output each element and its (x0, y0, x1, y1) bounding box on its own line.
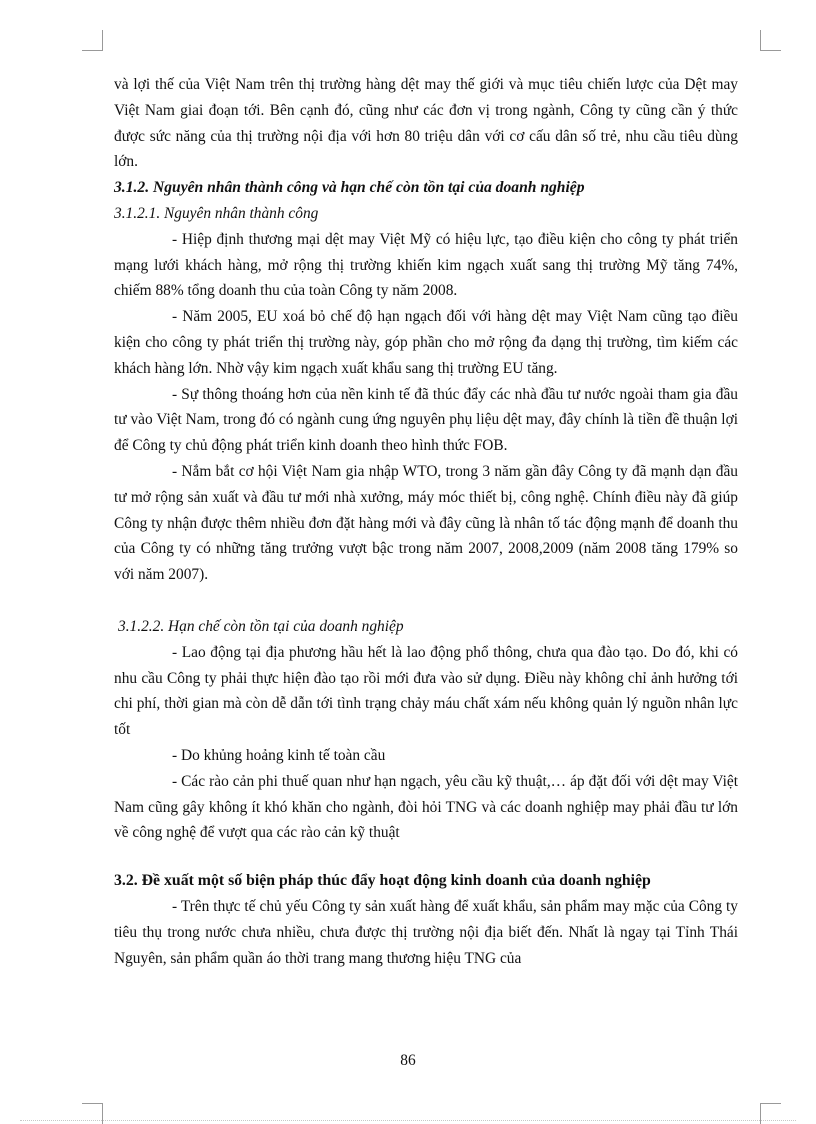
limit-item: - Do khủng hoảng kinh tế toàn cầu (172, 746, 386, 764)
crop-mark-top-right (760, 30, 781, 51)
subsection-heading-3-1-2-2: 3.1.2.2. Hạn chế còn tồn tại của doanh nghiệp (118, 617, 404, 635)
page-body (114, 72, 738, 971)
limit-item: - Lao động tại địa phương hầu hết là lao động phổ thông, chưa qua đào tạo. Do đó, khi có nhu cầu Công ty phải thực hiện đào tạo rồi mới đưa vào sử dụng. Điều này không chỉ ảnh hưởng tới chi phí, thời gian mà còn dễ dẫn tới tình trạng chảy máu chất xám nếu không quản lý nguồn nhân lực tốt (114, 643, 738, 739)
spacer (114, 588, 738, 614)
page-number: 86 (400, 1052, 416, 1069)
proposal-paragraph: - Trên thực tế chủ yếu Công ty sản xuất hàng để xuất khẩu, sản phẩm may mặc của Công ty tiêu thụ trong nước chưa nhiều, chưa được thị trường nội địa biết đến. Nhất là ngay tại Tỉnh Thái Nguyên, sản phẩm quần áo thời trang mang thương hiệu TNG của (114, 897, 738, 967)
success-item: - Nắm bắt cơ hội Việt Nam gia nhập WTO, trong 3 năm gần đây Công ty đã mạnh dạn đầu tư mở rộng sản xuất và đầu tư mới nhà xưởng, máy móc thiết bị, công nghệ. Chính điều này đã giúp Công ty nhận được thêm nhiều đơn đặt hàng mới và đây cũng là nhân tố tác động mạnh để doanh thu của Công ty có những tăng trưởng vượt bậc trong năm 2007, 2008,2009 (năm 2008 tăng 179% so với năm 2007). (114, 462, 738, 584)
subsection-heading-3-1-2-1: 3.1.2.1. Nguyên nhân thành công (114, 204, 319, 222)
crop-mark-top-left (82, 30, 103, 51)
page-bottom-border (20, 1120, 796, 1121)
spacer (114, 846, 738, 868)
success-item: - Sự thông thoáng hơn của nền kinh tế đã thúc đẩy các nhà đầu tư nước ngoài tham gia đầu tư vào Việt Nam, trong đó có ngành cung ứng nguyên phụ liệu dệt may, đây chính là tiền đề thuận lợi để Công ty chủ động phát triển kinh doanh theo hình thức FOB. (114, 385, 738, 455)
limit-item: - Các rào cản phi thuế quan như hạn ngạch, yêu cầu kỹ thuật,… áp đặt đối với dệt may Việt Nam cũng gây không ít khó khăn cho ngành, đòi hỏi TNG và các doanh nghiệp may phải đầu tư lớn về công nghệ để vượt qua các rào cản kỹ thuật (114, 772, 738, 842)
section-heading-3-1-2: 3.1.2. Nguyên nhân thành công và hạn chế còn tồn tại của doanh nghiệp (114, 179, 585, 197)
success-item: - Năm 2005, EU xoá bỏ chế độ hạn ngạch đối với hàng dệt may Việt Nam cũng tạo điều kiện cho công ty phát triển thị trường này, góp phần cho mở rộng đa dạng thị trường, tìm kiếm các khách hàng lớn. Nhờ vậy kim ngạch xuất khẩu sang thị trường EU tăng. (114, 308, 738, 377)
intro-paragraph: và lợi thế của Việt Nam trên thị trường hàng dệt may thế giới và mục tiêu chiến lược của Dệt may Việt Nam giai đoạn tới. Bên cạnh đó, cũng như các đơn vị trong ngành, Công ty cũng cần ý thức được sức năng của thị trường nội địa với hơn 80 triệu dân với cơ cấu dân số trẻ, nhu cầu tiêu dùng lớn. (114, 76, 738, 171)
section-heading-3-2: 3.2. Đề xuất một số biện pháp thúc đẩy hoạt động kinh doanh của doanh nghiệp (114, 872, 651, 890)
success-item: - Hiệp định thương mại dệt may Việt Mỹ có hiệu lực, tạo điều kiện cho công ty phát triển mạng lưới khách hàng, mở rộng thị trường khiến kim ngạch xuất sang thị trường Mỹ tăng 74%, chiếm 88% tổng doanh thu của toàn Công ty năm 2008. (114, 230, 738, 300)
